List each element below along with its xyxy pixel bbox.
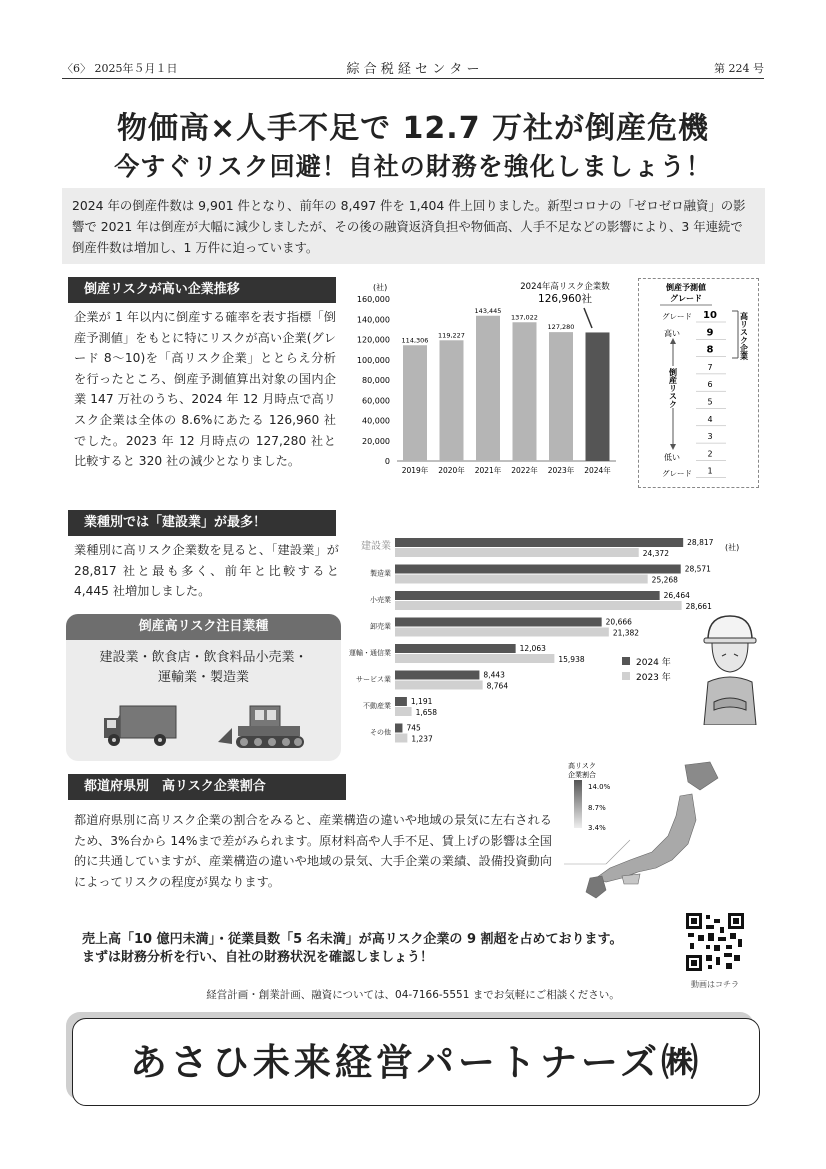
svg-text:(社): (社)	[725, 543, 740, 552]
map-legend-title-2: 企業割合	[568, 771, 596, 779]
value-2024: 745	[406, 723, 421, 733]
bar-value-label: 137,022	[511, 313, 538, 322]
y-tick-label: 140,000	[356, 315, 390, 325]
grade-5: 5	[707, 397, 713, 407]
kyushu-region	[586, 876, 606, 898]
section-heading-prefecture: 都道府県別 高リスク企業割合	[68, 774, 346, 800]
y-tick-label: 100,000	[356, 355, 390, 365]
legend-2023: 2023 年	[636, 673, 671, 683]
value-2024: 20,666	[605, 617, 632, 627]
category-label: その他	[370, 728, 391, 737]
value-2024: 28,817	[687, 538, 714, 547]
grade-legend	[638, 278, 759, 488]
video-qr-code[interactable]	[686, 913, 744, 971]
bar-2022年	[513, 322, 537, 461]
y-tick-label: 0	[384, 457, 390, 466]
bar-2024-運輸・通信業	[395, 644, 516, 653]
bar-2023-サービス業	[395, 681, 483, 690]
grade-high-label: 高い	[664, 329, 680, 338]
map-legend-title-1: 高リスク	[568, 762, 596, 770]
high-risk-bracket-label: 高リスク企業	[739, 312, 749, 360]
bar-2023-不動産業	[395, 707, 412, 716]
bar-2023-その他	[395, 734, 407, 743]
grade-1: 1	[707, 466, 713, 476]
issue-date: 〈6〉 2025年５月１日	[62, 62, 178, 75]
shikoku-region	[622, 874, 640, 884]
bar-2023-運輸・通信業	[395, 654, 554, 663]
value-2023: 28,661	[685, 602, 712, 611]
category-label: 製造業	[370, 569, 391, 578]
value-2024: 12,063	[519, 644, 546, 653]
issue-number: 第 224 号	[714, 62, 764, 75]
chart-callout-value: 126,960社	[538, 293, 592, 305]
grade-low-label: 低い	[664, 453, 680, 462]
x-tick-label: 2022年	[511, 466, 538, 475]
value-2023: 8,764	[486, 681, 509, 691]
y-tick-label: 20,000	[362, 436, 390, 446]
risk-company-trend-chart	[345, 276, 620, 491]
key-message	[82, 931, 682, 967]
risk-axis-label: 倒産リスク	[668, 368, 678, 408]
bar-2023-建設業	[395, 548, 639, 557]
grade-7: 7	[707, 362, 713, 372]
bar-value-label: 127,280	[547, 323, 575, 332]
chart-callout-title: 2024年高リスク企業数	[520, 282, 610, 292]
y-tick-label: 120,000	[356, 335, 390, 345]
map-legend-max: 14.0%	[588, 783, 611, 791]
value-2023: 1,658	[415, 708, 438, 717]
value-2023: 1,237	[411, 734, 433, 744]
legend-2024: 2024 年	[636, 658, 671, 668]
x-tick-label: 2019年	[401, 466, 429, 475]
bar-2024-卸売業	[395, 618, 602, 627]
y-tick-label: 40,000	[362, 416, 390, 426]
focus-industry-heading: 倒産高リスク注目業種	[66, 614, 341, 640]
x-tick-label: 2023年	[547, 466, 575, 475]
section-heading-industry: 業種別では「建設業」が最多！	[68, 510, 336, 536]
bulldozer-icon	[218, 706, 304, 748]
bar-2024-不動産業	[395, 697, 407, 706]
y-tick-label: 160,000	[356, 295, 390, 304]
bar-2024-製造業	[395, 565, 681, 574]
truck-icon	[104, 706, 176, 746]
key-message-line-1: 売上高「10 億円未満」・従業員数「5 名未満」が高リスク企業の 9 割超を占めております。	[82, 932, 623, 947]
category-label: 卸売業	[370, 622, 391, 631]
bar-2024-小売業	[395, 591, 660, 600]
vehicle-illustrations	[98, 698, 318, 753]
headline: 物価高×人手不足で 12.7 万社が倒産危機	[116, 111, 710, 146]
bar-2023-製造業	[395, 575, 648, 584]
header-rule	[62, 78, 764, 79]
y-tick-label: 60,000	[362, 396, 390, 406]
bar-2021年	[476, 316, 500, 461]
bar-value-label: 114,306	[401, 336, 429, 345]
bar-2023年	[549, 332, 573, 461]
bar-2024年	[586, 332, 610, 461]
bar-2024-その他	[395, 724, 402, 733]
section-body-industry: 業種別に高リスク企業数を見ると、「建設業」が 28,817 社と最も多く、前年と比較すると 4,445 社増加しました。	[74, 543, 339, 599]
grade-6: 6	[707, 380, 713, 390]
grade-10: 10	[703, 310, 717, 321]
focus-industry-line-2: 運輸業・製造業	[157, 670, 249, 685]
x-tick-label: 2020年	[438, 466, 465, 475]
bar-2023-卸売業	[395, 628, 609, 637]
company-name: あさひ未来経営パートナーズ㈱	[129, 1040, 703, 1084]
y-tick-label: 80,000	[362, 376, 390, 385]
category-label: 不動産業	[363, 702, 391, 710]
value-2024: 1,191	[410, 697, 433, 706]
value-2023: 24,372	[642, 549, 669, 558]
category-label: サービス業	[356, 675, 391, 684]
contact-line: 経営計画・創業計画、融資については、04-7166-5551 までお気軽にご相談ください。	[206, 989, 620, 1001]
grade-legend-subtitle: グレード	[670, 294, 702, 303]
section-body-trend: 企業が 1 年以内に倒産する確率を表す指標「倒産予測値」をもとに特にリスクが高い企業(グレード 8〜10)を「高リスク企業」ととらえ分析を行ったところ、倒産予測値算出対象の国内企業 147 万社のうち、2024 年 12 月時点で高リスク企業は全体の 8.6%にあたる 126,960 社でした。2023 年 12 月時点の 127,280 社と比較すると 320 社の減少となりました。	[74, 310, 336, 469]
x-tick-label: 2024年	[584, 466, 611, 475]
category-label: 小売業	[370, 596, 391, 604]
value-2024: 8,443	[483, 670, 505, 680]
grade-9: 9	[706, 327, 714, 339]
callout-pointer	[584, 308, 592, 328]
map-legend-scale	[574, 780, 582, 828]
x-tick-label: 2021年	[474, 466, 502, 475]
category-label: 建設業	[361, 541, 391, 552]
bar-value-label: 119,227	[438, 331, 465, 340]
chart-y-unit: (社)	[373, 283, 388, 292]
grade-col-bottom: グレード	[662, 469, 692, 478]
grade-col-top: グレード	[662, 312, 692, 321]
bar-2023-小売業	[395, 601, 682, 610]
subheadline: 今すぐリスク回避！自社の財務を強化しましょう！	[114, 152, 712, 181]
map-legend-min: 3.4%	[588, 824, 606, 832]
value-2023: 21,382	[612, 628, 640, 638]
worker-illustration	[700, 610, 760, 725]
bar-2024-建設業	[395, 538, 683, 547]
grade-legend-title: 倒産予測値	[666, 283, 706, 292]
qr-caption: 動画はコチラ	[691, 980, 739, 989]
grade-2: 2	[707, 449, 713, 459]
grade-4: 4	[707, 414, 713, 424]
newsletter-name: 綜 合 税 経 セ ン タ ー	[346, 62, 480, 77]
map-legend-mid: 8.7%	[588, 804, 606, 812]
industry-risk-chart	[340, 530, 750, 745]
section-heading-trend: 倒産リスクが高い企業推移	[68, 277, 336, 303]
grade-3: 3	[707, 432, 713, 442]
key-message-line-2: まずは財務分析を行い、自社の財務状況を確認しましょう！	[82, 950, 434, 965]
japan-risk-map	[560, 760, 760, 900]
honshu-region	[596, 794, 696, 882]
bar-value-label: 143,445	[474, 306, 502, 315]
focus-industry-list	[66, 648, 341, 688]
grade-8: 8	[706, 344, 714, 356]
value-2023: 25,268	[651, 575, 678, 585]
focus-industry-line-1: 建設業・飲食店・飲食料品小売業・	[99, 650, 308, 665]
bar-2020年	[440, 340, 464, 461]
hokkaido-region	[685, 762, 718, 790]
category-label: 運輸・通信業	[349, 649, 391, 657]
value-2024: 26,464	[663, 591, 690, 600]
bar-2024-サービス業	[395, 671, 479, 680]
value-2024: 28,571	[684, 564, 711, 574]
intro-paragraph: 2024 年の倒産件数は 9,901 件となり、前年の 8,497 件を 1,404 件上回りました。新型コロナの「ゼロゼロ融資」の影響で 2021 年は倒産が大幅に減少しましたが、その後の融資返済負担や物価高、人手不足などの影響により、3 年連続で倒産件数は増加し、1 万件に迫っています。	[62, 188, 765, 264]
section-body-prefecture: 都道府県別に高リスク企業の割合をみると、産業構造の違いや地域の景気に左右されるため、3%台から 14%まで差がみられます。原材料高や人手不足、賃上げの影響は全国的に共通していますが、産業構造の違いや地域の景気、大手企業の業績、設備投資動向によってリスクの程度が異なります。	[74, 813, 552, 889]
value-2023: 15,938	[558, 655, 585, 664]
bar-2019年	[403, 345, 427, 461]
